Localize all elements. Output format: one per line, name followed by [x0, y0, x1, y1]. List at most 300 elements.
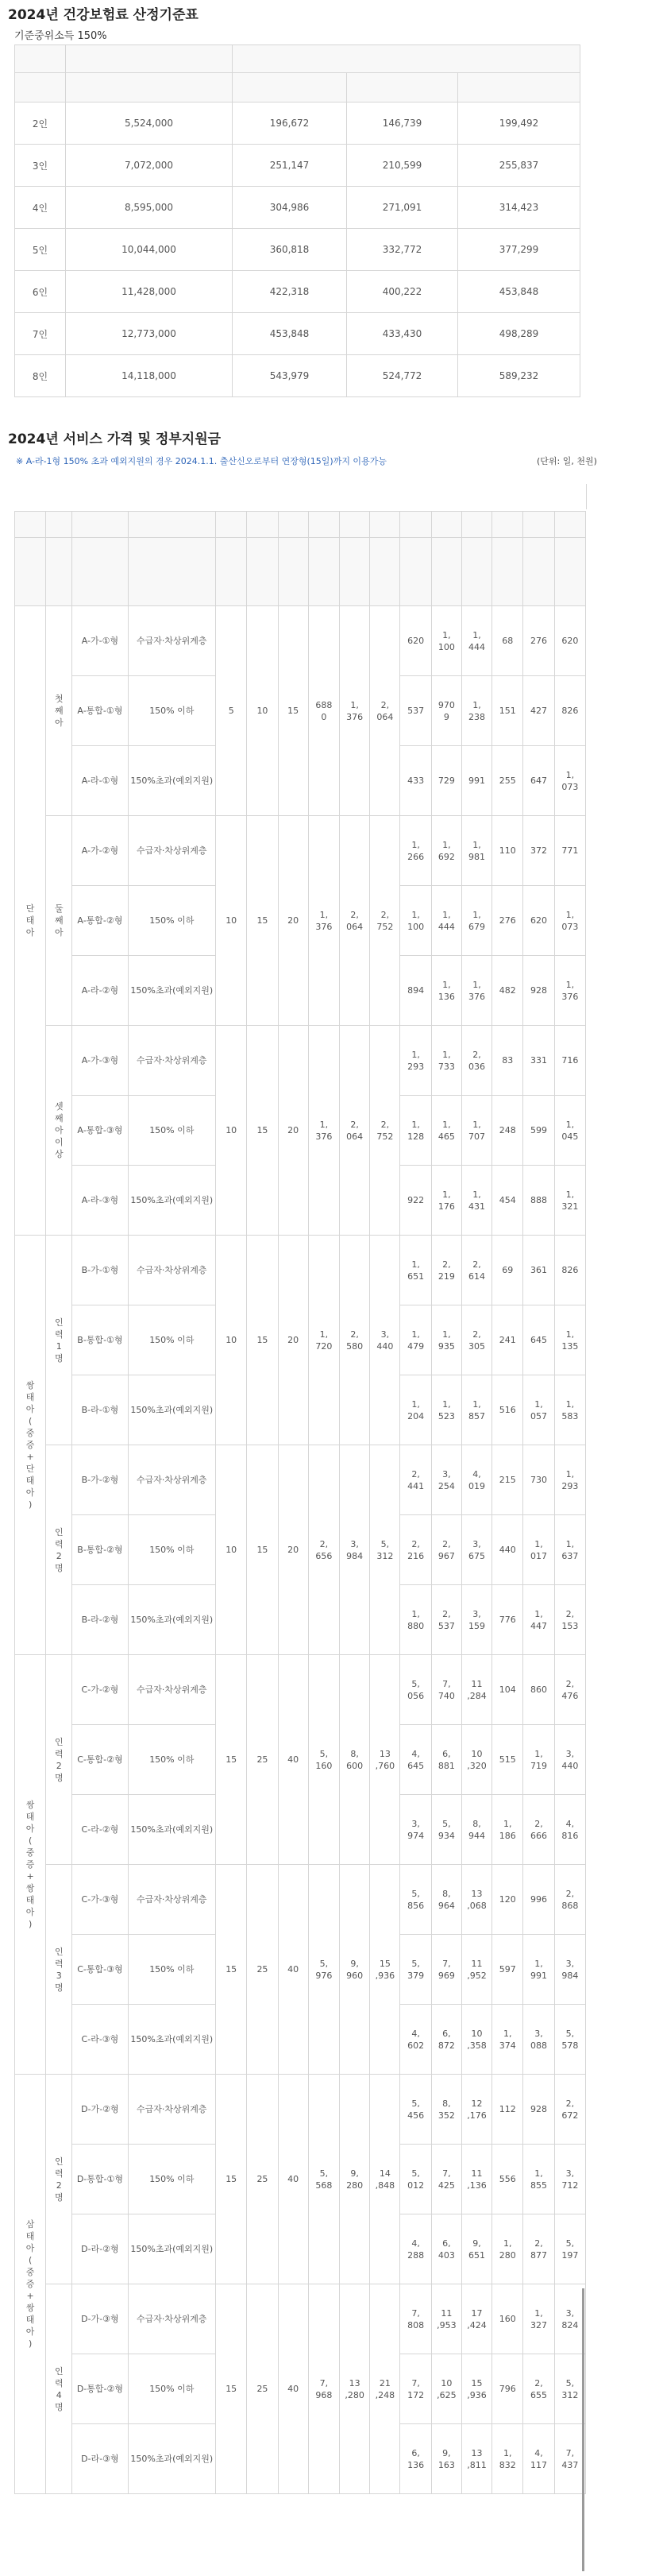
header-cell — [431, 538, 461, 606]
income-cell: 수급자·차상위계층 — [128, 1445, 216, 1515]
value-cell: 6, 403 — [431, 2214, 461, 2284]
income-cell: 150% 이하 — [128, 1935, 216, 2005]
period-cell: 10 — [216, 816, 247, 1026]
income-cell: 수급자·차상위계층 — [128, 1236, 216, 1305]
value-cell: 5, 856 — [400, 1865, 431, 1935]
header-cell — [233, 45, 580, 73]
value-cell: 515 — [492, 1725, 523, 1795]
header-cell — [400, 512, 431, 538]
value-cell: 7, 740 — [431, 1655, 461, 1725]
value-cell: 1, 128 — [400, 1096, 431, 1166]
value-cell: 199,492 — [458, 102, 580, 145]
value-cell: 498,289 — [458, 313, 580, 355]
value-cell: 543,979 — [233, 355, 347, 397]
value-cell: 620 — [554, 606, 585, 676]
income-cell: 150% 이하 — [128, 886, 216, 956]
value-cell: 1, 136 — [431, 956, 461, 1026]
header-cell — [72, 512, 128, 538]
insurance-table-header-row — [15, 45, 580, 73]
value-cell: 314,423 — [458, 187, 580, 229]
value-cell: 11 ,952 — [461, 1935, 491, 2005]
header-cell — [216, 512, 247, 538]
value-cell: 241 — [492, 1305, 523, 1375]
value-cell: 4, 816 — [554, 1795, 585, 1865]
value-cell: 440 — [492, 1515, 523, 1585]
value-cell: 599 — [523, 1096, 554, 1166]
code-cell: A-가-①형 — [72, 606, 128, 676]
code-cell: B-라-①형 — [72, 1375, 128, 1445]
order-cell: 첫 째 아 — [46, 606, 72, 816]
income-cell: 150%초과(예외지원) — [128, 1166, 216, 1236]
value-cell: 1, 880 — [400, 1585, 431, 1655]
header-cell — [523, 512, 554, 538]
value-cell: 68 — [492, 606, 523, 676]
value-cell: 537 — [400, 676, 431, 746]
table-row — [15, 187, 580, 229]
table-row — [15, 816, 586, 886]
value-cell: 255,837 — [458, 145, 580, 187]
value-cell: 1, 447 — [523, 1585, 554, 1655]
value-cell: 1, 479 — [400, 1305, 431, 1375]
code-cell: A-라-③형 — [72, 1166, 128, 1236]
value-cell: 1, 431 — [461, 1166, 491, 1236]
value-cell: 110 — [492, 816, 523, 886]
code-cell: B-라-②형 — [72, 1585, 128, 1655]
header-cell — [492, 538, 523, 606]
income-cell: 150% 이하 — [128, 1725, 216, 1795]
header-cell — [340, 538, 370, 606]
period-cell: 40 — [278, 2284, 308, 2494]
order-cell: 인 력 1 명 — [46, 1236, 72, 1445]
value-cell: 1, 321 — [554, 1166, 585, 1236]
table-row — [15, 1655, 586, 1725]
value-cell: 1, 444 — [461, 606, 491, 676]
value-cell: 620 — [523, 886, 554, 956]
table-row — [15, 606, 586, 676]
value-cell: 3, 675 — [461, 1515, 491, 1585]
income-cell: 150%초과(예외지원) — [128, 2424, 216, 2494]
value-cell: 2, 614 — [461, 1236, 491, 1305]
period-cell: 15 — [216, 1655, 247, 1865]
value-cell: 400,222 — [347, 271, 458, 313]
table-row — [15, 1236, 586, 1305]
value-cell: 4, 645 — [400, 1725, 431, 1795]
table-row — [15, 313, 580, 355]
code-cell: C-라-③형 — [72, 2005, 128, 2075]
value-cell: 991 — [461, 746, 491, 816]
value-cell: 5, 197 — [554, 2214, 585, 2284]
value-cell: 331 — [523, 1026, 554, 1096]
income-cell: 수급자·차상위계층 — [128, 1655, 216, 1725]
period-cell: 5 — [216, 606, 247, 816]
period-cell: 15 — [216, 2284, 247, 2494]
value-cell: 11 ,953 — [431, 2284, 461, 2354]
price-cell: 1, 720 — [308, 1236, 339, 1445]
header-cell — [128, 538, 216, 606]
value-cell: 12,773,000 — [66, 313, 233, 355]
value-cell: 11,428,000 — [66, 271, 233, 313]
value-cell: 1, 374 — [492, 2005, 523, 2075]
header-cell — [72, 538, 128, 606]
price-cell: 3, 440 — [370, 1236, 400, 1445]
price-cell: 3, 984 — [340, 1445, 370, 1655]
price-cell: 21 ,248 — [370, 2284, 400, 2494]
value-cell: 1, 293 — [400, 1026, 431, 1096]
period-cell: 15 — [247, 1026, 278, 1236]
household-size-cell: 4인 — [15, 187, 66, 229]
value-cell: 271,091 — [347, 187, 458, 229]
value-cell: 3, 159 — [461, 1585, 491, 1655]
value-cell: 928 — [523, 2075, 554, 2145]
value-cell: 8, 964 — [431, 1865, 461, 1935]
type-cell: 삼 태 아 ( 중 증 + 쌍 태 아 ) — [15, 2075, 46, 2494]
value-cell: 1, 935 — [431, 1305, 461, 1375]
code-cell: C-라-②형 — [72, 1795, 128, 1865]
value-cell: 1, 444 — [431, 886, 461, 956]
value-cell: 1, 855 — [523, 2145, 554, 2214]
value-cell: 360,818 — [233, 229, 347, 271]
header-cell — [492, 512, 523, 538]
order-cell: 셋 째 아 이 상 — [46, 1026, 72, 1236]
code-cell: D-가-②형 — [72, 2075, 128, 2145]
value-cell: 9, 163 — [431, 2424, 461, 2494]
value-cell: 1, 376 — [461, 956, 491, 1026]
price-cell: 9, 960 — [340, 1865, 370, 2075]
value-cell: 4, 019 — [461, 1445, 491, 1515]
value-cell: 1, 073 — [554, 746, 585, 816]
value-cell: 7,072,000 — [66, 145, 233, 187]
value-cell: 2, 153 — [554, 1585, 585, 1655]
income-cell: 150% 이하 — [128, 2354, 216, 2424]
value-cell: 589,232 — [458, 355, 580, 397]
value-cell: 4, 288 — [400, 2214, 431, 2284]
price-cell: 2, 752 — [370, 816, 400, 1026]
header-cell — [370, 538, 400, 606]
value-cell: 5, 578 — [554, 2005, 585, 2075]
table-row — [15, 1865, 586, 1935]
value-cell: 422,318 — [233, 271, 347, 313]
period-cell: 10 — [216, 1236, 247, 1445]
income-cell: 150% 이하 — [128, 1305, 216, 1375]
income-cell: 수급자·차상위계층 — [128, 606, 216, 676]
header-cell — [247, 512, 278, 538]
income-cell: 150%초과(예외지원) — [128, 1375, 216, 1445]
value-cell: 1, 327 — [523, 2284, 554, 2354]
value-cell: 251,147 — [233, 145, 347, 187]
type-cell: 쌍 태 아 ( 중 증 + 쌍 태 아 ) — [15, 1655, 46, 2075]
value-cell: 276 — [492, 886, 523, 956]
income-cell: 수급자·차상위계층 — [128, 2284, 216, 2354]
income-cell: 150%초과(예외지원) — [128, 1585, 216, 1655]
value-cell: 8, 944 — [461, 1795, 491, 1865]
header-cell — [233, 73, 347, 102]
income-cell: 수급자·차상위계층 — [128, 1026, 216, 1096]
income-cell: 150%초과(예외지원) — [128, 956, 216, 1026]
value-cell: 10,044,000 — [66, 229, 233, 271]
value-cell: 894 — [400, 956, 431, 1026]
price-cell: 8, 600 — [340, 1655, 370, 1865]
table-row — [15, 2284, 586, 2354]
header-cell — [461, 512, 491, 538]
service-table-header-row — [15, 538, 586, 606]
value-cell: 5, 934 — [431, 1795, 461, 1865]
code-cell: C-가-③형 — [72, 1865, 128, 1935]
value-cell: 5, 012 — [400, 2145, 431, 2214]
value-cell: 248 — [492, 1096, 523, 1166]
household-size-cell: 2인 — [15, 102, 66, 145]
code-cell: A-라-②형 — [72, 956, 128, 1026]
value-cell: 1, 583 — [554, 1375, 585, 1445]
value-cell: 3, 974 — [400, 1795, 431, 1865]
value-cell: 6, 881 — [431, 1725, 461, 1795]
code-cell: B-가-①형 — [72, 1236, 128, 1305]
value-cell: 1, 073 — [554, 886, 585, 956]
value-cell: 2, 672 — [554, 2075, 585, 2145]
value-cell: 1, 176 — [431, 1166, 461, 1236]
type-cell: 쌍 태 아 ( 중 증 + 단 태 아 ) — [15, 1236, 46, 1655]
period-cell: 20 — [278, 1236, 308, 1445]
value-cell: 160 — [492, 2284, 523, 2354]
value-cell: 304,986 — [233, 187, 347, 229]
section1-title: 2024년 건강보험료 산정기준표 — [8, 7, 199, 23]
income-cell: 수급자·차상위계층 — [128, 1865, 216, 1935]
value-cell: 1, 204 — [400, 1375, 431, 1445]
value-cell: 4, 602 — [400, 2005, 431, 2075]
code-cell: A-통합-③형 — [72, 1096, 128, 1166]
price-cell: 1, 376 — [308, 1026, 339, 1236]
table-row — [15, 145, 580, 187]
period-cell: 10 — [247, 606, 278, 816]
value-cell: 433,430 — [347, 313, 458, 355]
value-cell: 11 ,284 — [461, 1655, 491, 1725]
value-cell: 1, 293 — [554, 1445, 585, 1515]
income-cell: 수급자·차상위계층 — [128, 816, 216, 886]
code-cell: D-라-②형 — [72, 2214, 128, 2284]
income-cell: 150%초과(예외지원) — [128, 1795, 216, 1865]
value-cell: 10 ,625 — [431, 2354, 461, 2424]
period-cell: 40 — [278, 2075, 308, 2284]
period-cell: 15 — [247, 816, 278, 1026]
value-cell: 453,848 — [458, 271, 580, 313]
value-cell: 524,772 — [347, 355, 458, 397]
household-size-cell: 7인 — [15, 313, 66, 355]
value-cell: 104 — [492, 1655, 523, 1725]
header-cell — [15, 45, 66, 73]
order-cell: 인 력 3 명 — [46, 1865, 72, 2075]
period-cell: 20 — [278, 1026, 308, 1236]
value-cell: 1, 266 — [400, 816, 431, 886]
income-cell: 150% 이하 — [128, 1515, 216, 1585]
value-cell: 1, 832 — [492, 2424, 523, 2494]
value-cell: 888 — [523, 1166, 554, 1236]
code-cell: B-통합-①형 — [72, 1305, 128, 1375]
price-cell: 5, 568 — [308, 2075, 339, 2284]
price-cell: 1, 376 — [308, 816, 339, 1026]
value-cell: 14,118,000 — [66, 355, 233, 397]
value-cell: 2, 655 — [523, 2354, 554, 2424]
value-cell: 13 ,811 — [461, 2424, 491, 2494]
code-cell: C-통합-②형 — [72, 1725, 128, 1795]
value-cell: 1, 100 — [431, 606, 461, 676]
code-cell: C-가-②형 — [72, 1655, 128, 1725]
value-cell: 482 — [492, 956, 523, 1026]
table-edge-divider — [586, 484, 587, 509]
code-cell: A-가-③형 — [72, 1026, 128, 1096]
value-cell: 2, 441 — [400, 1445, 431, 1515]
header-cell — [15, 73, 66, 102]
value-cell: 8,595,000 — [66, 187, 233, 229]
code-cell: D-통합-①형 — [72, 2145, 128, 2214]
insurance-table — [14, 44, 580, 397]
insurance-table-header-row — [15, 73, 580, 102]
header-cell — [431, 512, 461, 538]
period-cell: 10 — [216, 1026, 247, 1236]
period-cell: 25 — [247, 2284, 278, 2494]
table-row — [15, 271, 580, 313]
period-cell: 25 — [247, 1655, 278, 1865]
value-cell: 2, 305 — [461, 1305, 491, 1375]
value-cell: 7, 437 — [554, 2424, 585, 2494]
value-cell: 1, 651 — [400, 1236, 431, 1305]
value-cell: 730 — [523, 1445, 554, 1515]
value-cell: 5, 379 — [400, 1935, 431, 2005]
value-cell: 1, 707 — [461, 1096, 491, 1166]
period-cell: 20 — [278, 816, 308, 1026]
value-cell: 1, 057 — [523, 1375, 554, 1445]
value-cell: 2, 666 — [523, 1795, 554, 1865]
value-cell: 1, 280 — [492, 2214, 523, 2284]
price-cell: 5, 312 — [370, 1445, 400, 1655]
unit-label: (단위: 일, 천원) — [537, 456, 597, 466]
period-cell: 25 — [247, 2075, 278, 2284]
value-cell: 1, 186 — [492, 1795, 523, 1865]
income-cell: 150% 이하 — [128, 676, 216, 746]
value-cell: 2, 476 — [554, 1655, 585, 1725]
value-cell: 1, 692 — [431, 816, 461, 886]
header-cell — [347, 73, 458, 102]
value-cell: 6, 872 — [431, 2005, 461, 2075]
value-cell: 3, 088 — [523, 2005, 554, 2075]
header-cell — [278, 538, 308, 606]
price-cell: 2, 752 — [370, 1026, 400, 1236]
value-cell: 826 — [554, 676, 585, 746]
value-cell: 146,739 — [347, 102, 458, 145]
value-cell: 7, 808 — [400, 2284, 431, 2354]
value-cell: 10 ,320 — [461, 1725, 491, 1795]
household-size-cell: 8인 — [15, 355, 66, 397]
order-cell: 인 력 2 명 — [46, 2075, 72, 2284]
header-cell — [461, 538, 491, 606]
price-cell: 5, 160 — [308, 1655, 339, 1865]
value-cell: 112 — [492, 2075, 523, 2145]
value-cell: 5, 312 — [554, 2354, 585, 2424]
value-cell: 3, 440 — [554, 1725, 585, 1795]
period-cell: 40 — [278, 1655, 308, 1865]
value-cell: 922 — [400, 1166, 431, 1236]
value-cell: 2, 537 — [431, 1585, 461, 1655]
order-cell: 둘 째 아 — [46, 816, 72, 1026]
header-cell — [66, 73, 233, 102]
order-cell: 인 력 2 명 — [46, 1445, 72, 1655]
code-cell: A-라-①형 — [72, 746, 128, 816]
income-cell: 수급자·차상위계층 — [128, 2075, 216, 2145]
income-cell: 150%초과(예외지원) — [128, 2214, 216, 2284]
value-cell: 215 — [492, 1445, 523, 1515]
price-cell: 14 ,848 — [370, 2075, 400, 2284]
header-cell — [15, 538, 46, 606]
table-row — [15, 2075, 586, 2145]
order-cell: 인 력 4 명 — [46, 2284, 72, 2494]
value-cell: 928 — [523, 956, 554, 1026]
header-cell — [340, 512, 370, 538]
value-cell: 647 — [523, 746, 554, 816]
price-cell: 2, 064 — [370, 606, 400, 816]
code-cell: B-가-②형 — [72, 1445, 128, 1515]
income-cell: 150% 이하 — [128, 1096, 216, 1166]
value-cell: 556 — [492, 2145, 523, 2214]
price-cell: 5, 976 — [308, 1865, 339, 2075]
household-size-cell: 5인 — [15, 229, 66, 271]
value-cell: 361 — [523, 1236, 554, 1305]
value-cell: 1, 523 — [431, 1375, 461, 1445]
value-cell: 4, 117 — [523, 2424, 554, 2494]
period-cell: 20 — [278, 1445, 308, 1655]
table-row — [15, 1026, 586, 1096]
household-size-cell: 6인 — [15, 271, 66, 313]
header-cell — [216, 538, 247, 606]
value-cell: 776 — [492, 1585, 523, 1655]
value-cell: 1, 100 — [400, 886, 431, 956]
price-cell: 7, 968 — [308, 2284, 339, 2494]
value-cell: 427 — [523, 676, 554, 746]
price-cell: 2, 064 — [340, 816, 370, 1026]
value-cell: 7, 172 — [400, 2354, 431, 2424]
value-cell: 620 — [400, 606, 431, 676]
header-cell — [278, 512, 308, 538]
value-cell: 771 — [554, 816, 585, 886]
value-cell: 255 — [492, 746, 523, 816]
income-cell: 150% 이하 — [128, 2145, 216, 2214]
service-table-header-row — [15, 512, 586, 538]
value-cell: 796 — [492, 2354, 523, 2424]
header-cell — [554, 512, 585, 538]
price-cell: 15 ,936 — [370, 1865, 400, 2075]
value-cell: 1, 857 — [461, 1375, 491, 1445]
code-cell: D-통합-②형 — [72, 2354, 128, 2424]
value-cell: 3, 712 — [554, 2145, 585, 2214]
value-cell: 332,772 — [347, 229, 458, 271]
table-row — [15, 355, 580, 397]
table-row — [15, 1445, 586, 1515]
period-cell: 10 — [216, 1445, 247, 1655]
value-cell: 826 — [554, 1236, 585, 1305]
price-cell: 1, 376 — [340, 606, 370, 816]
code-cell: D-가-③형 — [72, 2284, 128, 2354]
value-cell: 729 — [431, 746, 461, 816]
value-cell: 970 9 — [431, 676, 461, 746]
value-cell: 377,299 — [458, 229, 580, 271]
value-cell: 15 ,936 — [461, 2354, 491, 2424]
value-cell: 2, 877 — [523, 2214, 554, 2284]
value-cell: 1, 238 — [461, 676, 491, 746]
table-row — [15, 229, 580, 271]
value-cell: 454 — [492, 1166, 523, 1236]
code-cell: D-라-③형 — [72, 2424, 128, 2494]
value-cell: 597 — [492, 1935, 523, 2005]
value-cell: 69 — [492, 1236, 523, 1305]
value-cell: 276 — [523, 606, 554, 676]
value-cell: 433 — [400, 746, 431, 816]
